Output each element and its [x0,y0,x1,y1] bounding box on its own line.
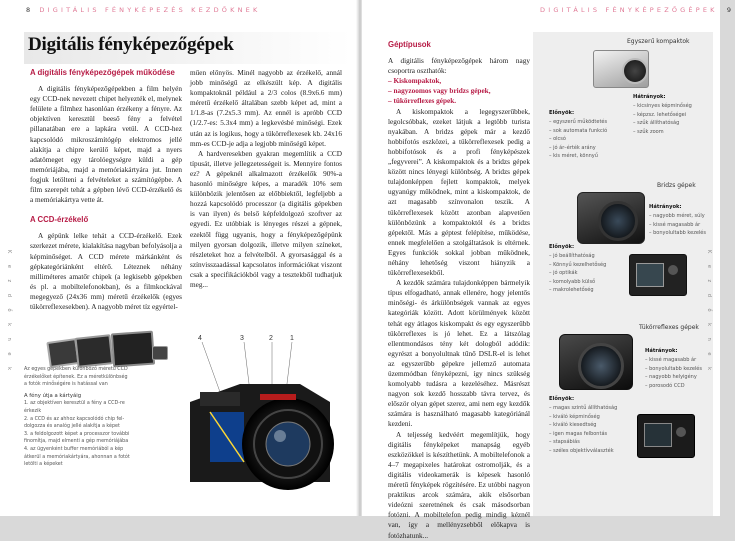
diagram-number: 1 [290,335,294,342]
step-line: dolgozza és analóg jellé alakítja a képet [24,424,120,430]
heading-working: A digitális fényképezőgépek működése [30,68,175,77]
diagram-number: 2 [269,335,273,342]
compact-pro-item: – olcsó [549,136,566,142]
caption-line-1: Az egyes gépekben különböző méretű CCD [24,367,128,372]
dslr-camera-back-image [637,414,695,458]
dslr-con-item: – bonyolultabb kezelés [645,365,702,372]
paragraph-ccd-type: A hardveresekben gyakran megemlítik a CCD típusát, illetve jellegzetességeit is. Mennyire fontos ez? A gépeknél alkalmazott érzékelők 90%-a hasonló minőségre képes, a maradék 10% sem különbözik jelentősen az előbbiektől, legfeljebb a hozzá kapcsolódó processzor (a digitális gépekben is van ilyen) és belső képfeldolgozó szoftver az egyedi. Ez utóbbiak is lényeges részei a gépnek, ezektől függ ugyanis, hogy a fényképezőgépünk milyen gyorsan dolgozik, illetve milyen színeket, részleteket hoz a felvételből. A gyorsasággal és a színvisszaadással kapcsolatos információkat viszont csak a specifikációkból vagy a tesztekből tudhatjuk meg... [190,149,342,289]
ccd-sensors-image [48,332,168,370]
right-running-head: DIGITÁLIS FÉNYKÉPEZŐGÉPEK [540,6,718,14]
step-line: 1. az objektíven keresztül a fény a CCD-re [24,401,125,407]
dslr-cons-label: Hátrányok: [645,348,678,354]
step-line: 4. az ügyenként buffer memóriából a kép [24,446,124,452]
left-page-number: 8 [26,6,31,14]
paragraph-other-devices: A teljesség kedvéért megemlítjük, hogy digitális fényképeket manapság egyéb eszközökkel is készíthetünk. A mobiltelefonok a 4–7 megapixeles határokat ostromolják, és a digitális videokamerák is képesek hasonló méretű fényképek rögzítésére. Ez utóbbi nagyon praktikus arcok számára, akik elsősorban videózni szeretnének és csak másodsorban fotózni. A mobiltelefon pedig mindig kéznél van, így a mellényzsebből előkapva is fotózhatunk... [388,430,530,540]
step-line: finomítja, majd elmenti a gép memóriájába [24,439,129,445]
dslr-pro-item: – széles objektívválaszték [549,447,614,454]
bridge-camera-image [577,192,645,244]
bridge-pros-label: Előnyök: [549,244,575,250]
compact-pro-item: – kis méret, könnyű [549,153,598,159]
left-running-header [22,6,260,14]
bridge-con-item: – kissé magasabb ár [649,221,701,228]
bridge-pro-item: – komolyabb külső [549,278,596,285]
caption-line-2: érzékelőket építenek. Ez a méretkülönbség [24,374,128,380]
left-page [0,0,358,516]
right-column [388,40,530,541]
paragraph-ccd: A gépünk lelke tehát a CCD-érzékelő. Ezek szerkezet mérete, kialakítása nagyban befolyásolja a képminőséget. A CCD mérete márkánként és gépkategóriánként eltérő. Léteznek néhány milliméteres amatőr chipek (a legkisebb gépekben és pl. a mobiltelefonokban), és a filmkockával megegyező (24x36 mm) méretű érzékelők (egyes tükörreflexesekben). A nagyobb méret tíz egyértel- [30,232,182,311]
dslr-con-item: – nagyobb helyigény [645,374,697,380]
bridge-con-item: – bonyolultabb kezelés [649,230,706,236]
right-page-number: 9 [726,6,732,14]
camera-types-sidebar [533,32,713,516]
type-compact: – Kiskompaktok, [388,77,442,86]
compact-camera-image [593,50,649,88]
compact-pro-item: – egyszerű működtetés [549,119,608,125]
bridge-pro-item: – makrolehetőség [549,287,594,293]
bridge-con-item: – nagyobb méret, súly [649,213,705,219]
camera-cutaway-image [180,332,356,512]
dslr-pro-item: – igen magas felbontás [549,430,608,437]
paragraph-types-intro: A digitális fényképezőgépek három nagy csoportra oszthatók: [388,57,530,76]
left-column-2 [190,68,342,290]
bridge-pro-item: – Könnyű kezelhetőség [549,261,607,268]
step-line: érkezik [24,408,42,414]
compact-pros-label: Előnyök: [549,110,575,116]
right-running-header [540,6,735,14]
sidebar-bridge-title: Bridzs gépek [657,182,696,189]
step-line: 3. a feldolgozott képet a processzor további [24,431,130,437]
type-bridge: – nagyzoomos vagy bridzs gépek, [388,87,491,96]
sidebar-dslr-title: Tükörreflexes gépek [639,324,699,331]
compact-cons-label: Hátrányok: [633,94,666,100]
paragraph-beginners: A kezdők számára tulajdonképpen bármelyik típus elfogadható, annak ellenére, hogy jelentős minőségi- és árkülönbségek vannak az egyes kategóriák között. Adott körülmények között tehát egy átlagos kiskompakt és egy egyszerűbb tükörreflexes is jó lehet. Ez a látszólag ellentmondásos tény két dologból adódik: egyrészt a bonyolultnak tűnő DSLR-el is lehet az egyszerűbb gépekre jellemző automata üzemmódban fényképezni, így nincs szükség komolyabb tudásra a kezeléséhez. Másrészt nagyon sok kezdő hosszabb távra tervez, és először olyan gépet szerez, ami nem egy kezdők számára is használható magasabb kategóriánál kezdeni. [388,279,530,429]
left-column-1 [30,68,182,312]
bridge-cons-label: Hátrányok: [649,204,682,210]
dslr-cons-list [645,356,702,390]
caption-line-3: a fotók minőségére is hatással van [24,382,108,388]
dslr-pro-item: – kiváló képminőség [549,413,600,420]
compact-con-item: – szűk állíthatóság [633,120,680,126]
dslr-con-item: – kissé magasabb ár [645,357,697,363]
heading-ccd: A CCD-érzékelő [30,215,89,225]
left-running-head: DIGITÁLIS FÉNYKÉPEZÉS KEZDŐKNEK [39,6,261,14]
dslr-pro-item: – kiváló kiesedtség [549,422,597,428]
type-dslr: – tükörreflexes gépek. [388,97,457,106]
compact-cons-list [633,102,692,136]
compact-con-item: – képzsz. lehetőségei [633,111,687,118]
compact-con-item: – kicsinyes képminőség [633,103,692,109]
compact-pros-list [549,118,607,161]
dslr-pro-item: – stapsábiás [549,439,580,445]
dslr-pros-label: Előnyök: [549,396,575,402]
right-side-tag: K e z d ő k n e k [706,250,712,375]
step-line: letölti a képeket [24,462,63,468]
paragraph-working: A digitális fényképezőgépekben a film helyén egy CCD-nek nevezett chipet helyezték el, melynek felülete a filmhez hasonlóan érzékeny a fényre. Az objektíven keresztül beeső fény a felvétel pillanatában ere a lapkára vetül. A CCD-hez kapcsolódó mikroszámítógép elektromos jellé alakítja a chipre kerülő képet, majd a nyers adatömeget egy tárolóegységre küldi a gép memóriájába, majd a memóriakártyára jut. Innen fogjuk letölteni a felvételeket a számítógépbe. A film szerepét tehát a gépben lévő CCD-érzékelő és a memóriakártya vette át. [30,85,182,205]
sidebar-compact-title: Egyszerű kompaktok [627,38,690,45]
bridge-pro-item: – jó optikák [549,270,578,276]
left-side-tag: K e z d ő k n e k [6,250,12,375]
step-line: átkerül a memóriakártyára, ahonnan a fotót [24,454,130,460]
heading-camera-types: Géptípusok [388,40,431,49]
dslr-pro-item: – magas szintű állíthatóság [549,405,618,411]
paragraph-types-compare: A kiskompaktok a legegyszerűbbek, legolcsóbbak, ezeket látjuk a legtöbb turista nyakában. A bridzs gépek már a kezdő hobbifotós eszközei, a tükörreflexesek pedig a hobbifotósok és a profi fényképészek „fegyverei”. A kiskompaktok és a bridzs gépek között nincs lényegi különbség. A bridzs gépek tulajdonképpen fejlett kompaktok, melyek ugyanúgy működnek, mint a kiskompaktok, de azt magasabb színvonalon teszik. A tükörreflexesek között azonban alapvetően különbözünk a kompaktoktól és a bridzs gépektől. Más a géptest felépítése, működése, ennek megfelelően a szolgáltatások is eltérnek. Egyes funkciók sokkal jobban működnek, néhány lehetőség viszont hiányzik a tükörreflexesekből. [388,107,530,278]
dslr-pros-list [549,404,617,455]
diagram-number: 3 [240,335,244,342]
step-line: 2. a CCD és az ahhoz kapcsolódó chip fel- [24,416,125,422]
dslr-con-item: – porosodó CCD [645,382,685,389]
compact-pro-item: – sok automata funkció [549,127,608,134]
bridge-pros-list [549,252,606,295]
compact-con-item: – szűk zoom [633,128,664,135]
bridge-pro-item: – jó beállíthatóság [549,253,595,259]
paragraph-ccd-size: műen előnyös. Minél nagyobb az érzékelő, annál jobb minőségű az elkészült kép. A digitális kompaktoknál például a 2/3 colos (8.9x6.6 mm) méretű érzékelő általában szebb képet ad, mint a 1/1.8-as (7.2x5.3 mm). Az ennél is apróbb CCD (1/2.7-es: 5.3x4 mm) a legkevésbé minőségi. Ezek után az is logikus, hogy a tükörreflexesek kb. 24x16 mm-es CCD-je adja a legjobb minőségű képet. [190,69,342,148]
light-path-heading: A fény útja a kártyáig [24,392,82,399]
page-title: Digitális fényképezőgépek [28,34,234,55]
compact-pro-item: – jó ár–érték arány [549,144,596,151]
bridge-camera-back-image [629,254,687,296]
diagram-caption [24,366,172,469]
diagram-number: 4 [198,335,202,342]
dslr-camera-image [559,334,633,390]
bridge-cons-list [649,212,706,238]
